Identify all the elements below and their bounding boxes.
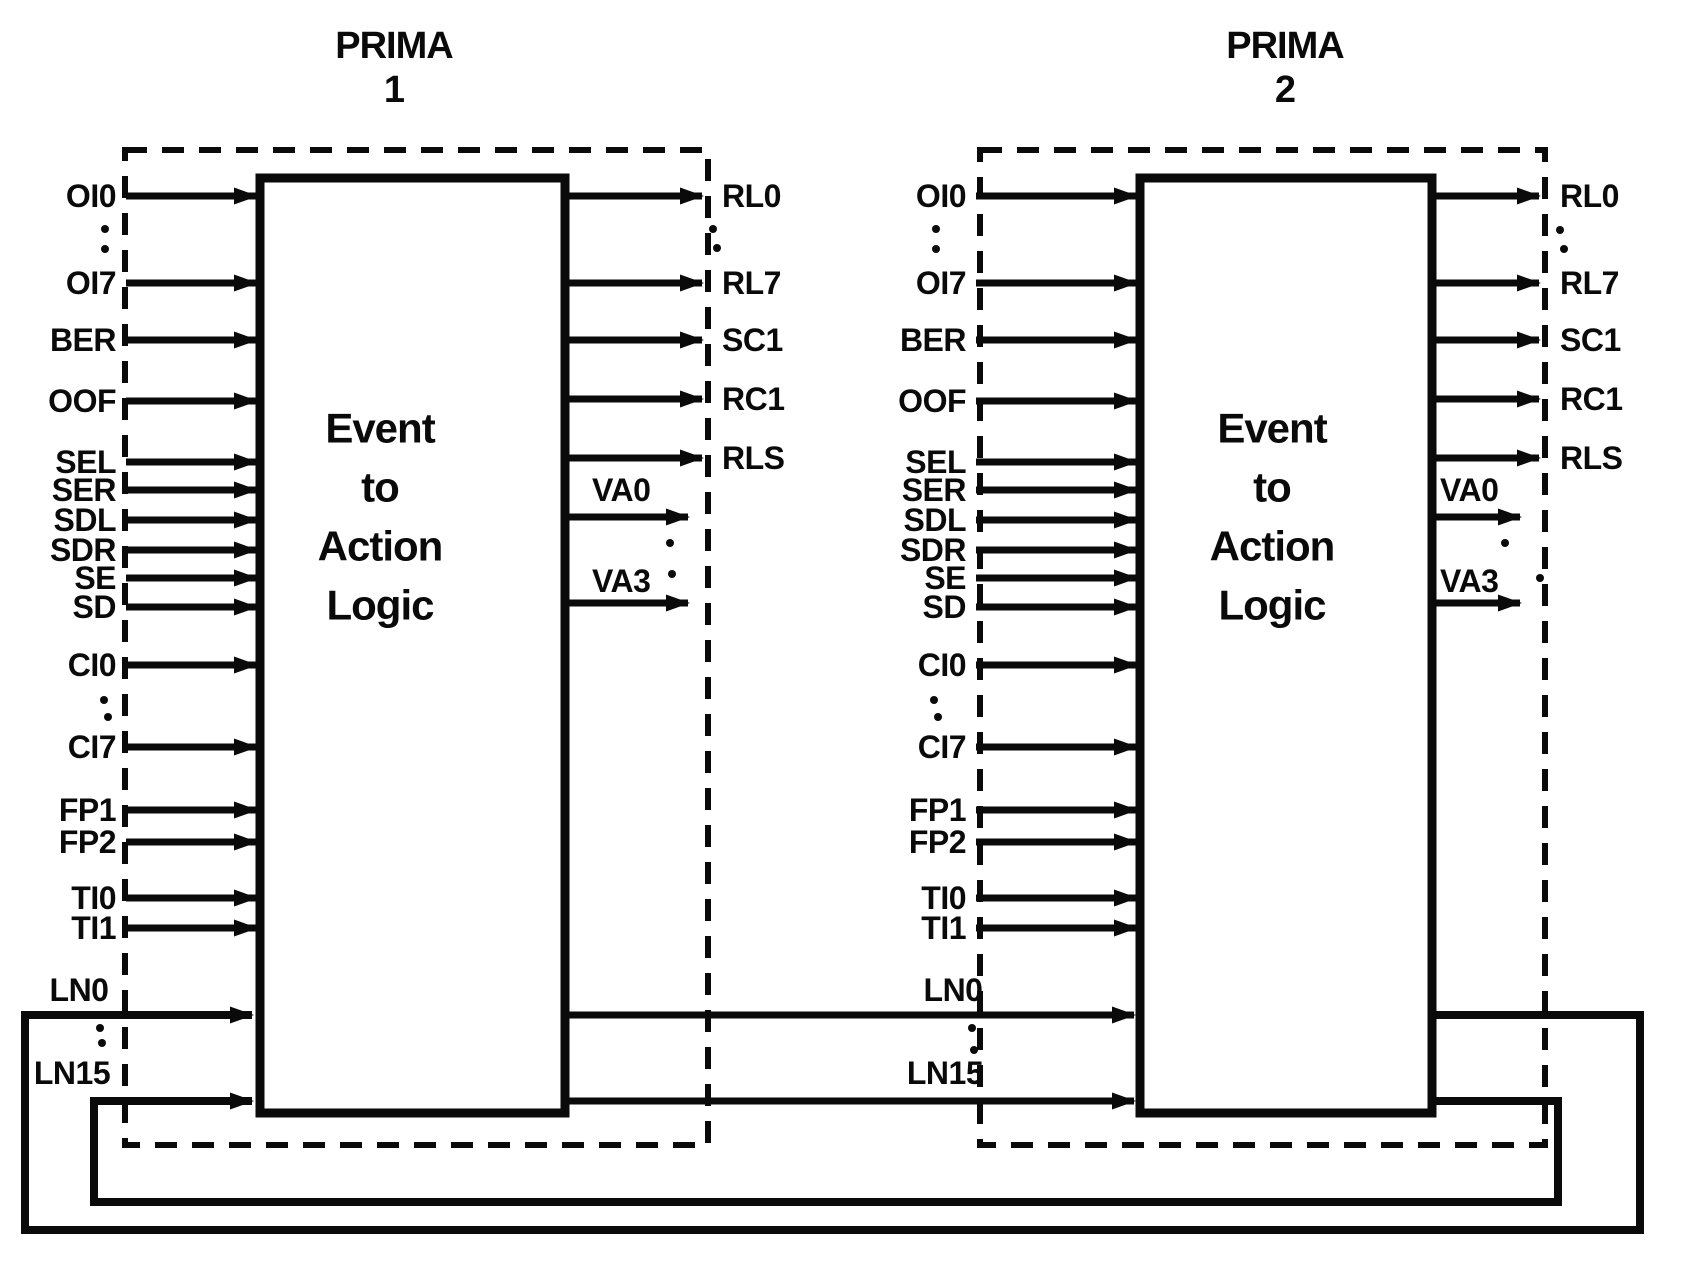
ellipsis-dot [101,245,109,253]
ellipsis-dot [709,225,717,233]
ellipsis-dot [713,244,721,252]
prima-1-input-label-oof: OOF [48,383,116,419]
bus-ln0-label-left: LN0 [49,972,109,1008]
prima-2-input-label-ber: BER [899,322,966,358]
prima-2-output-label-rl0: RL0 [1560,178,1619,214]
ellipsis-dot [968,1024,976,1032]
prima-2-output-label-rls: RLS [1560,440,1623,476]
prima-1-input-label-sdr: SDR [49,532,116,568]
ellipsis-dot [666,539,674,547]
prima-1-output-label-rl7: RL7 [722,265,781,301]
prima-1-input-label-fp2: FP2 [58,824,116,860]
prima-2-input-label-se: SE [924,560,966,596]
prima-2-block-label-line-4: Logic [1218,581,1326,629]
prima-1-output-label-va3: VA3 [592,563,651,599]
prima-1-output-label-sc1: SC1 [722,322,783,358]
bus-ln0-label-middle: LN0 [923,972,983,1008]
ellipsis-dot [96,1024,104,1032]
prima-2-output-label-rc1: RC1 [1560,381,1623,417]
ellipsis-dot [100,696,108,704]
prima-1-output-label-va0: VA0 [592,472,651,508]
ellipsis-dot [104,713,112,721]
prima-1-input-label-ser: SER [51,472,116,508]
prima-1-input-label-sdl: SDL [53,502,116,538]
ellipsis-dot [930,696,938,704]
ellipsis-dot [1556,226,1564,234]
prima-1-input-label-ci0: CI0 [67,647,116,683]
prima-2-output-label-va0: VA0 [1440,472,1499,508]
ellipsis-dot [1536,574,1544,582]
ellipsis-dot [970,1046,978,1054]
prima-2-input-label-sdr: SDR [899,532,966,568]
ellipsis-dot [932,245,940,253]
prima-2-input-label-sd: SD [922,589,966,625]
prima-1-input-label-sel: SEL [55,444,116,480]
prima-2-input-label-fp2: FP2 [908,824,966,860]
ellipsis-dot [934,713,942,721]
prima-2-input-label-oi0: OI0 [915,178,966,214]
ellipsis-dot [1501,539,1509,547]
bus-ln15-label-left: LN15 [33,1055,111,1091]
prima-2-logic-block [1140,178,1432,1113]
prima-1-module [48,25,784,1145]
prima-1-input-label-ti0: TI0 [71,880,116,916]
prima-2-input-label-ci0: CI0 [917,647,966,683]
bus-ln15-label-middle: LN15 [906,1055,984,1091]
prima-1-input-label-fp1: FP1 [58,792,116,828]
prima-1-input-label-ci7: CI7 [67,729,116,765]
prima-2-title-line-1: PRIMA [1226,25,1344,67]
prima-1-title-line-2: 1 [383,69,405,111]
ellipsis-dot [668,570,676,578]
prima-2-input-label-sel: SEL [905,444,966,480]
prima-1-output-label-rl0: RL0 [722,178,781,214]
prima-1-input-label-se: SE [74,560,116,596]
prima-1-block-label-line-3: Action [317,522,443,570]
prima-2-input-label-oof: OOF [898,383,966,419]
prima-1-input-label-sd: SD [72,589,116,625]
prima-1-block-label-line-4: Logic [326,581,434,629]
prima-1-logic-block [260,178,565,1113]
prima-2-input-label-ser: SER [901,472,966,508]
prima-2-input-label-ci7: CI7 [917,729,966,765]
ellipsis-dot [932,225,940,233]
prima-1-title-line-1: PRIMA [335,25,453,67]
prima-2-output-label-va3: VA3 [1440,563,1499,599]
prima-1-block-label-line-1: Event [325,404,435,452]
prima-1-input-label-ti1: TI1 [71,910,116,946]
prima-2-block-label-line-2: to [1253,463,1291,511]
prima-2-input-label-sdl: SDL [903,502,966,538]
prima-1-input-label-oi0: OI0 [65,178,116,214]
prima-1-block-label-line-2: to [361,463,399,511]
prima-2-module [898,25,1622,1145]
prima-2-output-label-sc1: SC1 [1560,322,1621,358]
prima-2-input-label-ti1: TI1 [921,910,966,946]
prima-1-input-label-oi7: OI7 [65,265,116,301]
prima-1-output-label-rc1: RC1 [722,381,785,417]
prima-2-title-line-2: 2 [1274,69,1296,111]
prima-1-input-label-ber: BER [49,322,116,358]
prima-2-input-label-ti0: TI0 [921,880,966,916]
prima-2-input-label-fp1: FP1 [908,792,966,828]
prima-2-block-label-line-1: Event [1217,404,1327,452]
prima-2-block-label-line-3: Action [1209,522,1335,570]
prima-1-output-label-rls: RLS [722,440,785,476]
prima-2-input-label-oi7: OI7 [915,265,966,301]
ellipsis-dot [101,225,109,233]
prima-2-output-label-rl7: RL7 [1560,265,1619,301]
ellipsis-dot [98,1039,106,1047]
ellipsis-dot [1560,245,1568,253]
